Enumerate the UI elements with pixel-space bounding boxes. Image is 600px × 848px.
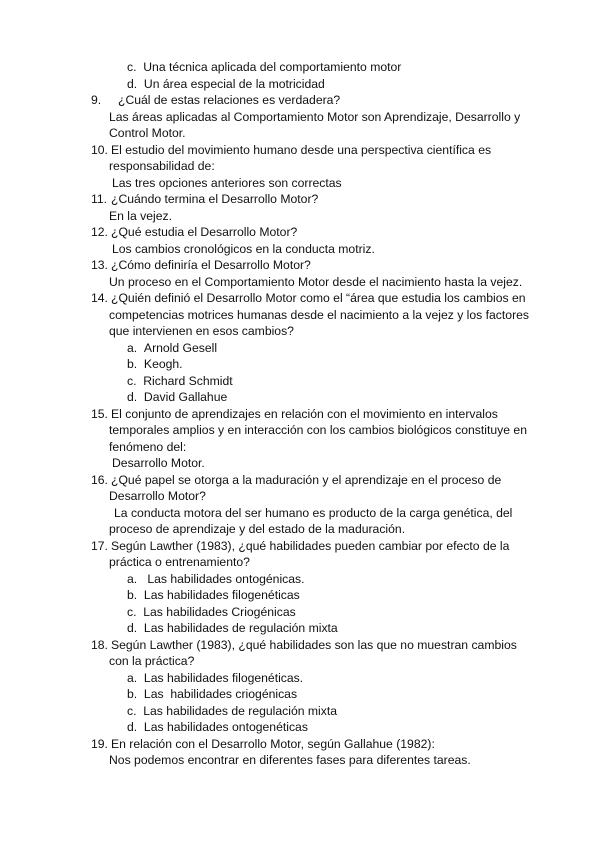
text-line: Las áreas aplicadas al Comportamiento Motor son Aprendizaje, Desarrollo y (109, 110, 521, 124)
text-line: temporales amplios y en interacción con los cambios biológicos constituye en (109, 423, 527, 437)
text-line: Los cambios cronológicos en la conducta motriz. (112, 242, 375, 256)
question-number: 10. (91, 143, 108, 157)
text-line: proceso de aprendizaje y del estado de la maduración. (109, 522, 406, 536)
text-line: b. Las habilidades filogenéticas (127, 588, 300, 602)
question-number: 15. (91, 407, 108, 421)
text-line: Desarrollo Motor? (109, 489, 206, 503)
text-line: En la vejez. (109, 209, 173, 223)
question-text: El conjunto de aprendizajes en relación con el movimiento en intervalos (111, 407, 498, 421)
question-number: 11. (91, 192, 108, 206)
text-line: Control Motor. (109, 126, 186, 140)
question-number: 19. (91, 737, 108, 751)
question-text: ¿Cuándo termina el Desarrollo Motor? (111, 192, 319, 206)
text-line: responsabilidad de: (109, 159, 215, 173)
text-line: d. Un área especial de la motricidad (127, 77, 325, 91)
question-number: 13. (91, 258, 108, 272)
text-line: Un proceso en el Comportamiento Motor desde el nacimiento hasta la vejez. (109, 275, 523, 289)
question-text: En relación con el Desarrollo Motor, según Gallahue (1982): (111, 737, 435, 751)
text-line: fenómeno del: (109, 440, 187, 454)
text-line: b. Keogh. (127, 357, 183, 371)
question-text: ¿Qué papel se otorga a la maduración y el aprendizaje en el proceso de (111, 473, 502, 487)
text-line: a. Las habilidades ontogénicas. (127, 572, 305, 586)
text-line: b. Las habilidades criogénicas (127, 687, 298, 701)
text-line: c. Richard Schmidt (127, 374, 233, 388)
question-number: 18. (91, 638, 108, 652)
question-text: ¿Quién definió el Desarrollo Motor como el “área que estudia los cambios en (111, 291, 526, 305)
text-line: práctica o entrenamiento? (109, 555, 250, 569)
question-number: 12. (91, 225, 108, 239)
text-line: d. David Gallahue (127, 390, 228, 404)
question-text: El estudio del movimiento humano desde una perspectiva científica es (111, 143, 492, 157)
question-text: ¿Qué estudia el Desarrollo Motor? (111, 225, 298, 239)
question-number: 17. (91, 539, 108, 553)
question-number: 9. (91, 93, 102, 107)
text-line: con la práctica? (109, 654, 195, 668)
question-text: ¿Cuál de estas relaciones es verdadera? (118, 93, 341, 107)
question-text: Según Lawther (1983), ¿qué habilidades pueden cambiar por efecto de la (111, 539, 510, 553)
question-number: 14. (91, 291, 108, 305)
question-number: 16. (91, 473, 108, 487)
text-line: Las tres opciones anteriores son correctas (112, 176, 342, 190)
text-line: La conducta motora del ser humano es producto de la carga genética, del (114, 506, 513, 520)
text-line: c. Las habilidades Criogénicas (127, 605, 296, 619)
text-line: d. Las habilidades ontogenéticas (127, 720, 308, 734)
text-line: Desarrollo Motor. (112, 456, 205, 470)
text-line: d. Las habilidades de regulación mixta (127, 621, 338, 635)
question-text: Según Lawther (1983), ¿qué habilidades son las que no muestran cambios (111, 638, 517, 652)
question-text: ¿Cómo definiría el Desarrollo Motor? (111, 258, 311, 272)
text-line: a. Arnold Gesell (127, 341, 218, 355)
text-line: a. Las habilidades filogenéticas. (127, 671, 304, 685)
text-line: competencias motrices humanas desde el nacimiento a la vejez y los factores (109, 308, 529, 322)
text-line: c. Las habilidades de regulación mixta (127, 704, 338, 718)
text-line: que intervienen en esos cambios? (109, 324, 294, 338)
text-line: Nos podemos encontrar en diferentes fases para diferentes tareas. (109, 753, 471, 767)
text-line: c. Una técnica aplicada del comportamiento motor (127, 60, 402, 74)
